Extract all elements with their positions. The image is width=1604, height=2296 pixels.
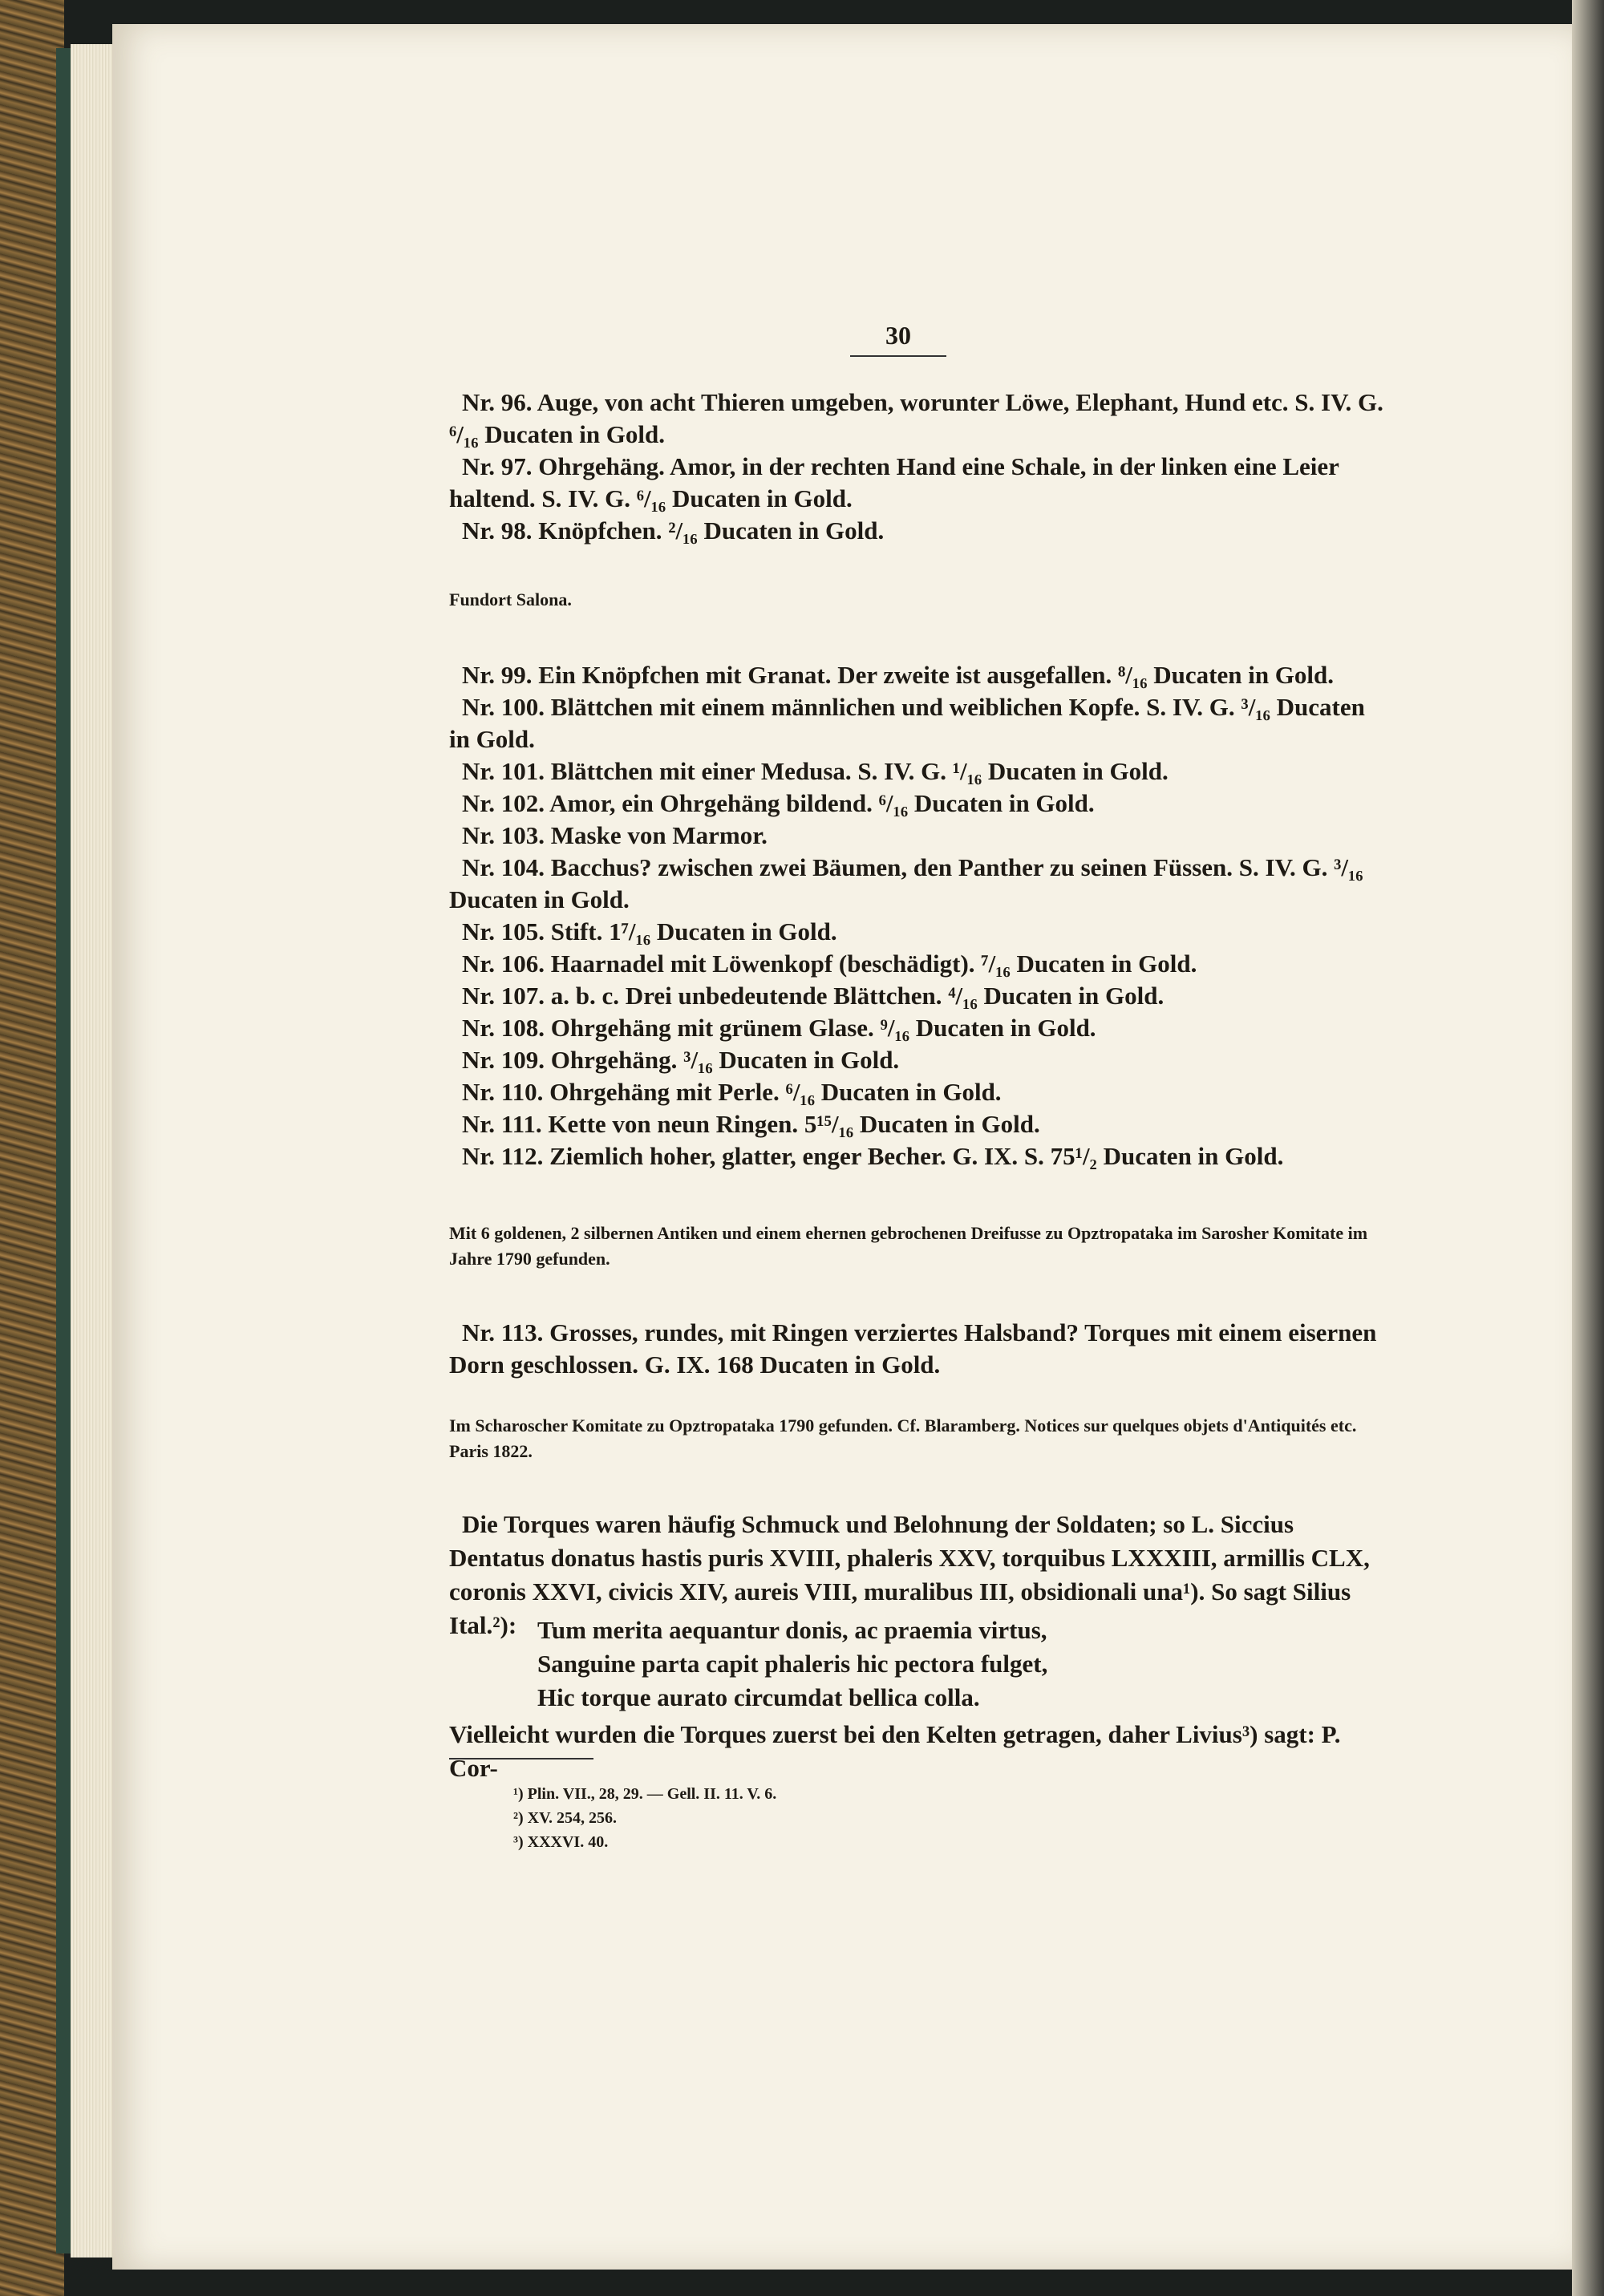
footnote-3: ³) XXXVI. 40. <box>513 1833 609 1851</box>
footnote-rule <box>449 1758 593 1759</box>
verse-line: Tum merita aequantur donis, ac praemia virtus, <box>537 1616 1047 1644</box>
note-opztropataka: Mit 6 goldenen, 2 silbernen Antiken und einem ehernen gebrochenen Dreifusse zu Opztropataka im Sarosher Komitate im Jahre 1790 gefunden. <box>449 1223 1368 1269</box>
note-blaramberg: Im Scharoscher Komitate zu Opztropataka 1790 gefunden. Cf. Blaramberg. Notices sur quelques objets d'Antiquités etc. Paris 1822. <box>449 1415 1357 1461</box>
page-edges <box>71 44 119 2258</box>
entry-109: Nr. 109. Ohrgehäng. ³/₁₆ Ducaten in Gold. <box>462 1046 900 1074</box>
entry-98: Nr. 98. Knöpfchen. ²/₁₆ Ducaten in Gold. <box>462 516 885 545</box>
paragraph-torques: Die Torques waren häufig Schmuck und Belohnung der Soldaten; so L. Siccius Dentatus donatus hastis puris XVIII, phaleris XXV, torquibus LXXXIII, armillis CLX, coronis XXVI, civicis XIV, aureis VIII, muralibus III, obsidionali una¹). So sagt Silius Ital.²): <box>449 1510 1370 1639</box>
entry-105: Nr. 105. Stift. 1⁷/₁₆ Ducaten in Gold. <box>462 917 837 946</box>
verse-line: Sanguine parta capit phaleris hic pectora fulget, <box>537 1650 1048 1678</box>
entry-108: Nr. 108. Ohrgehäng mit grünem Glase. ⁹/₁₆ Ducaten in Gold. <box>462 1014 1096 1042</box>
entries-group-a <box>449 387 1387 547</box>
entry-110: Nr. 110. Ohrgehäng mit Perle. ⁶/₁₆ Ducaten in Gold. <box>462 1078 1002 1106</box>
entry-104: Nr. 104. Bacchus? zwischen zwei Bäumen, den Panther zu seinen Füssen. S. IV. G. ³/₁₆ Ducaten in Gold. <box>449 853 1363 913</box>
binding-cloth <box>56 48 72 2253</box>
entry-96: Nr. 96. Auge, von acht Thieren umgeben, worunter Löwe, Elephant, Hund etc. S. IV. G. ⁶/₁₆ Ducaten in Gold. <box>449 388 1383 448</box>
entry-97: Nr. 97. Ohrgehäng. Amor, in der rechten Hand eine Schale, in der linken eine Leier haltend. S. IV. G. ⁶/₁₆ Ducaten in Gold. <box>449 452 1339 512</box>
entry-113: Nr. 113. Grosses, rundes, mit Ringen verziertes Halsband? Torques mit einem eisernen Dorn geschlossen. G. IX. 168 Ducaten in Gold. <box>449 1318 1377 1379</box>
entry-103: Nr. 103. Maske von Marmor. <box>462 821 768 849</box>
entry-100: Nr. 100. Blättchen mit einem männlichen und weiblichen Kopfe. S. IV. G. ³/₁₆ Ducaten in Gold. <box>449 693 1365 753</box>
footnote-2: ²) XV. 254, 256. <box>513 1809 617 1827</box>
entries-group-b <box>449 659 1387 1172</box>
right-page-edge <box>1572 0 1604 2296</box>
paragraph-kelten: Vielleicht wurden die Torques zuerst bei den Kelten getragen, daher Livius³) sagt: P. Cor- <box>449 1720 1341 1782</box>
entry-111: Nr. 111. Kette von neun Ringen. 5¹⁵/₁₆ Ducaten in Gold. <box>462 1110 1040 1138</box>
note-salona: Fundort Salona. <box>449 589 572 609</box>
entry-112: Nr. 112. Ziemlich hoher, glatter, enger Becher. G. IX. S. 75¹/₂ Ducaten in Gold. <box>462 1142 1284 1170</box>
page-number: 30 <box>850 321 946 357</box>
entry-102: Nr. 102. Amor, ein Ohrgehäng bildend. ⁶/₁₆ Ducaten in Gold. <box>462 789 1095 817</box>
verse-line: Hic torque aurato circumdat bellica colla. <box>537 1683 980 1711</box>
entry-101: Nr. 101. Blättchen mit einer Medusa. S. IV. G. ¹/₁₆ Ducaten in Gold. <box>462 757 1169 785</box>
footnotes <box>449 1782 1387 1854</box>
entry-107: Nr. 107. a. b. c. Drei unbedeutende Blättchen. ⁴/₁₆ Ducaten in Gold. <box>462 982 1165 1010</box>
footnote-1: ¹) Plin. VII., 28, 29. — Gell. II. 11. V. 6. <box>513 1785 777 1803</box>
entry-99: Nr. 99. Ein Knöpfchen mit Granat. Der zweite ist ausgefallen. ⁸/₁₆ Ducaten in Gold. <box>462 661 1335 689</box>
book-binding <box>0 0 64 2296</box>
verse-block <box>449 1614 1387 1715</box>
entry-106: Nr. 106. Haarnadel mit Löwenkopf (beschädigt). ⁷/₁₆ Ducaten in Gold. <box>462 950 1197 978</box>
